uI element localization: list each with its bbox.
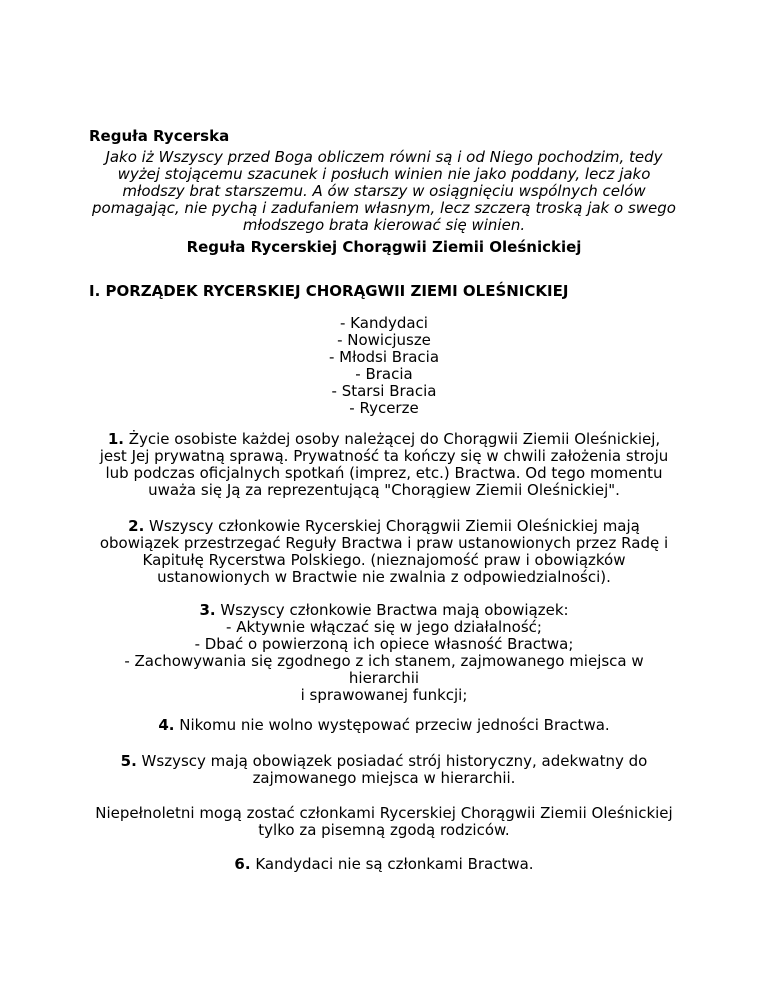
- rule-number: 2.: [128, 517, 145, 535]
- rule-text-line: obowiązek przestrzegać Reguły Bractwa i praw ustanowionych przez Radę i: [99, 534, 669, 552]
- intro-line: młodszego brata kierować się winien.: [242, 216, 526, 234]
- rule-1: [70, 431, 698, 499]
- rule-text-line: jest Jej prywatną sprawą. Prywatność ta kończy się w chwili założenia stroju: [99, 447, 669, 465]
- rule-2: [70, 518, 698, 586]
- rule-text-line: - Aktywnie włączać się w jego działalność;: [226, 618, 542, 636]
- document-subtitle: Reguła Rycerskiej Chorągwii Ziemii Oleśnickiej: [186, 238, 582, 256]
- rule-1-first-line: [70, 431, 698, 448]
- rule-text: Wszyscy członkowie Bractwa mają obowiązek:: [215, 601, 569, 619]
- rule-3: [70, 602, 698, 704]
- rule-5-first-line: [70, 753, 698, 770]
- rule-text: Wszyscy mają obowiązek posiadać strój historyczny, adekwatny do: [136, 752, 648, 770]
- note-line: tylko za pisemną zgodą rodziców.: [258, 821, 510, 839]
- intro-line: pomagając, nie pychą i zadufaniem własnym, lecz szczerą troską jak o swego: [92, 199, 676, 217]
- rank-item: - Nowicjusze: [337, 331, 431, 349]
- rule-2-first-line: [70, 518, 698, 535]
- intro-line: młodszy brat starszemu. A ów starszy w osiągnięciu wspólnych celów: [122, 182, 646, 200]
- rule-text: Życie osobiste każdej osoby należącej do Chorągwii Ziemii Oleśnickiej,: [123, 430, 661, 448]
- rule-text-line: Kapitułę Rycerstwa Polskiego. (nieznajomość praw i obowiązków: [142, 551, 626, 569]
- rule-text: Nikomu nie wolno występować przeciw jedności Bractwa.: [174, 716, 610, 734]
- rule-text-line: zajmowanego miejsca w hierarchii.: [252, 769, 516, 787]
- intro-paragraph: [80, 149, 688, 234]
- rule-6: [70, 856, 698, 873]
- rule-number: 6.: [234, 855, 251, 873]
- rule-text-line: - Dbać o powierzoną ich opiece własność Bractwa;: [194, 635, 574, 653]
- rule-4-line: [70, 717, 698, 734]
- minors-note: [70, 805, 698, 839]
- rank-item: - Starsi Bracia: [331, 382, 437, 400]
- rule-text-line: lub podczas oficjalnych spotkań (imprez, etc.) Bractwa. Od tego momentu: [105, 464, 663, 482]
- intro-line: Jako iż Wszyscy przed Boga obliczem równi są i od Niego pochodzim, tedy: [105, 148, 663, 166]
- rule-6-line: [70, 856, 698, 873]
- rank-item: - Bracia: [355, 365, 413, 383]
- rule-text-line: uważa się Ją za reprezentującą "Chorągiew Ziemii Oleśnickiej".: [148, 481, 620, 499]
- section-heading: I. PORZĄDEK RYCERSKIEJ CHORĄGWII ZIEMI OLEŚNICKIEJ: [89, 282, 569, 300]
- rank-item: - Kandydaci: [340, 314, 428, 332]
- rule-number: 4.: [158, 716, 175, 734]
- document-title: Reguła Rycerska: [89, 127, 230, 145]
- rule-text-line: hierarchii: [348, 669, 420, 687]
- rule-5: [70, 753, 698, 787]
- rule-number: 3.: [199, 601, 216, 619]
- rank-item: - Młodsi Bracia: [328, 348, 440, 366]
- rank-item: - Rycerze: [349, 399, 419, 417]
- ranks-list: [184, 315, 584, 417]
- rule-3-first-line: [70, 602, 698, 619]
- rule-text: Wszyscy członkowie Rycerskiej Chorągwii Ziemii Oleśnickiej mają: [144, 517, 640, 535]
- rule-number: 1.: [107, 430, 124, 448]
- rule-text-line: - Zachowywania się zgodnego z ich stanem, zajmowanego miejsca w: [124, 652, 644, 670]
- rule-text-line: ustanowionych w Bractwie nie zwalnia z odpowiedzialności).: [157, 568, 611, 586]
- rule-4: [70, 717, 698, 734]
- rule-number: 5.: [120, 752, 137, 770]
- rule-text-line: i sprawowanej funkcji;: [300, 686, 468, 704]
- note-line: Niepełnoletni mogą zostać członkami Rycerskiej Chorągwii Ziemii Oleśnickiej: [95, 804, 673, 822]
- rule-text: Kandydaci nie są członkami Bractwa.: [250, 855, 534, 873]
- intro-line: wyżej stojącemu szacunek i posłuch winien nie jako poddany, lecz jako: [117, 165, 651, 183]
